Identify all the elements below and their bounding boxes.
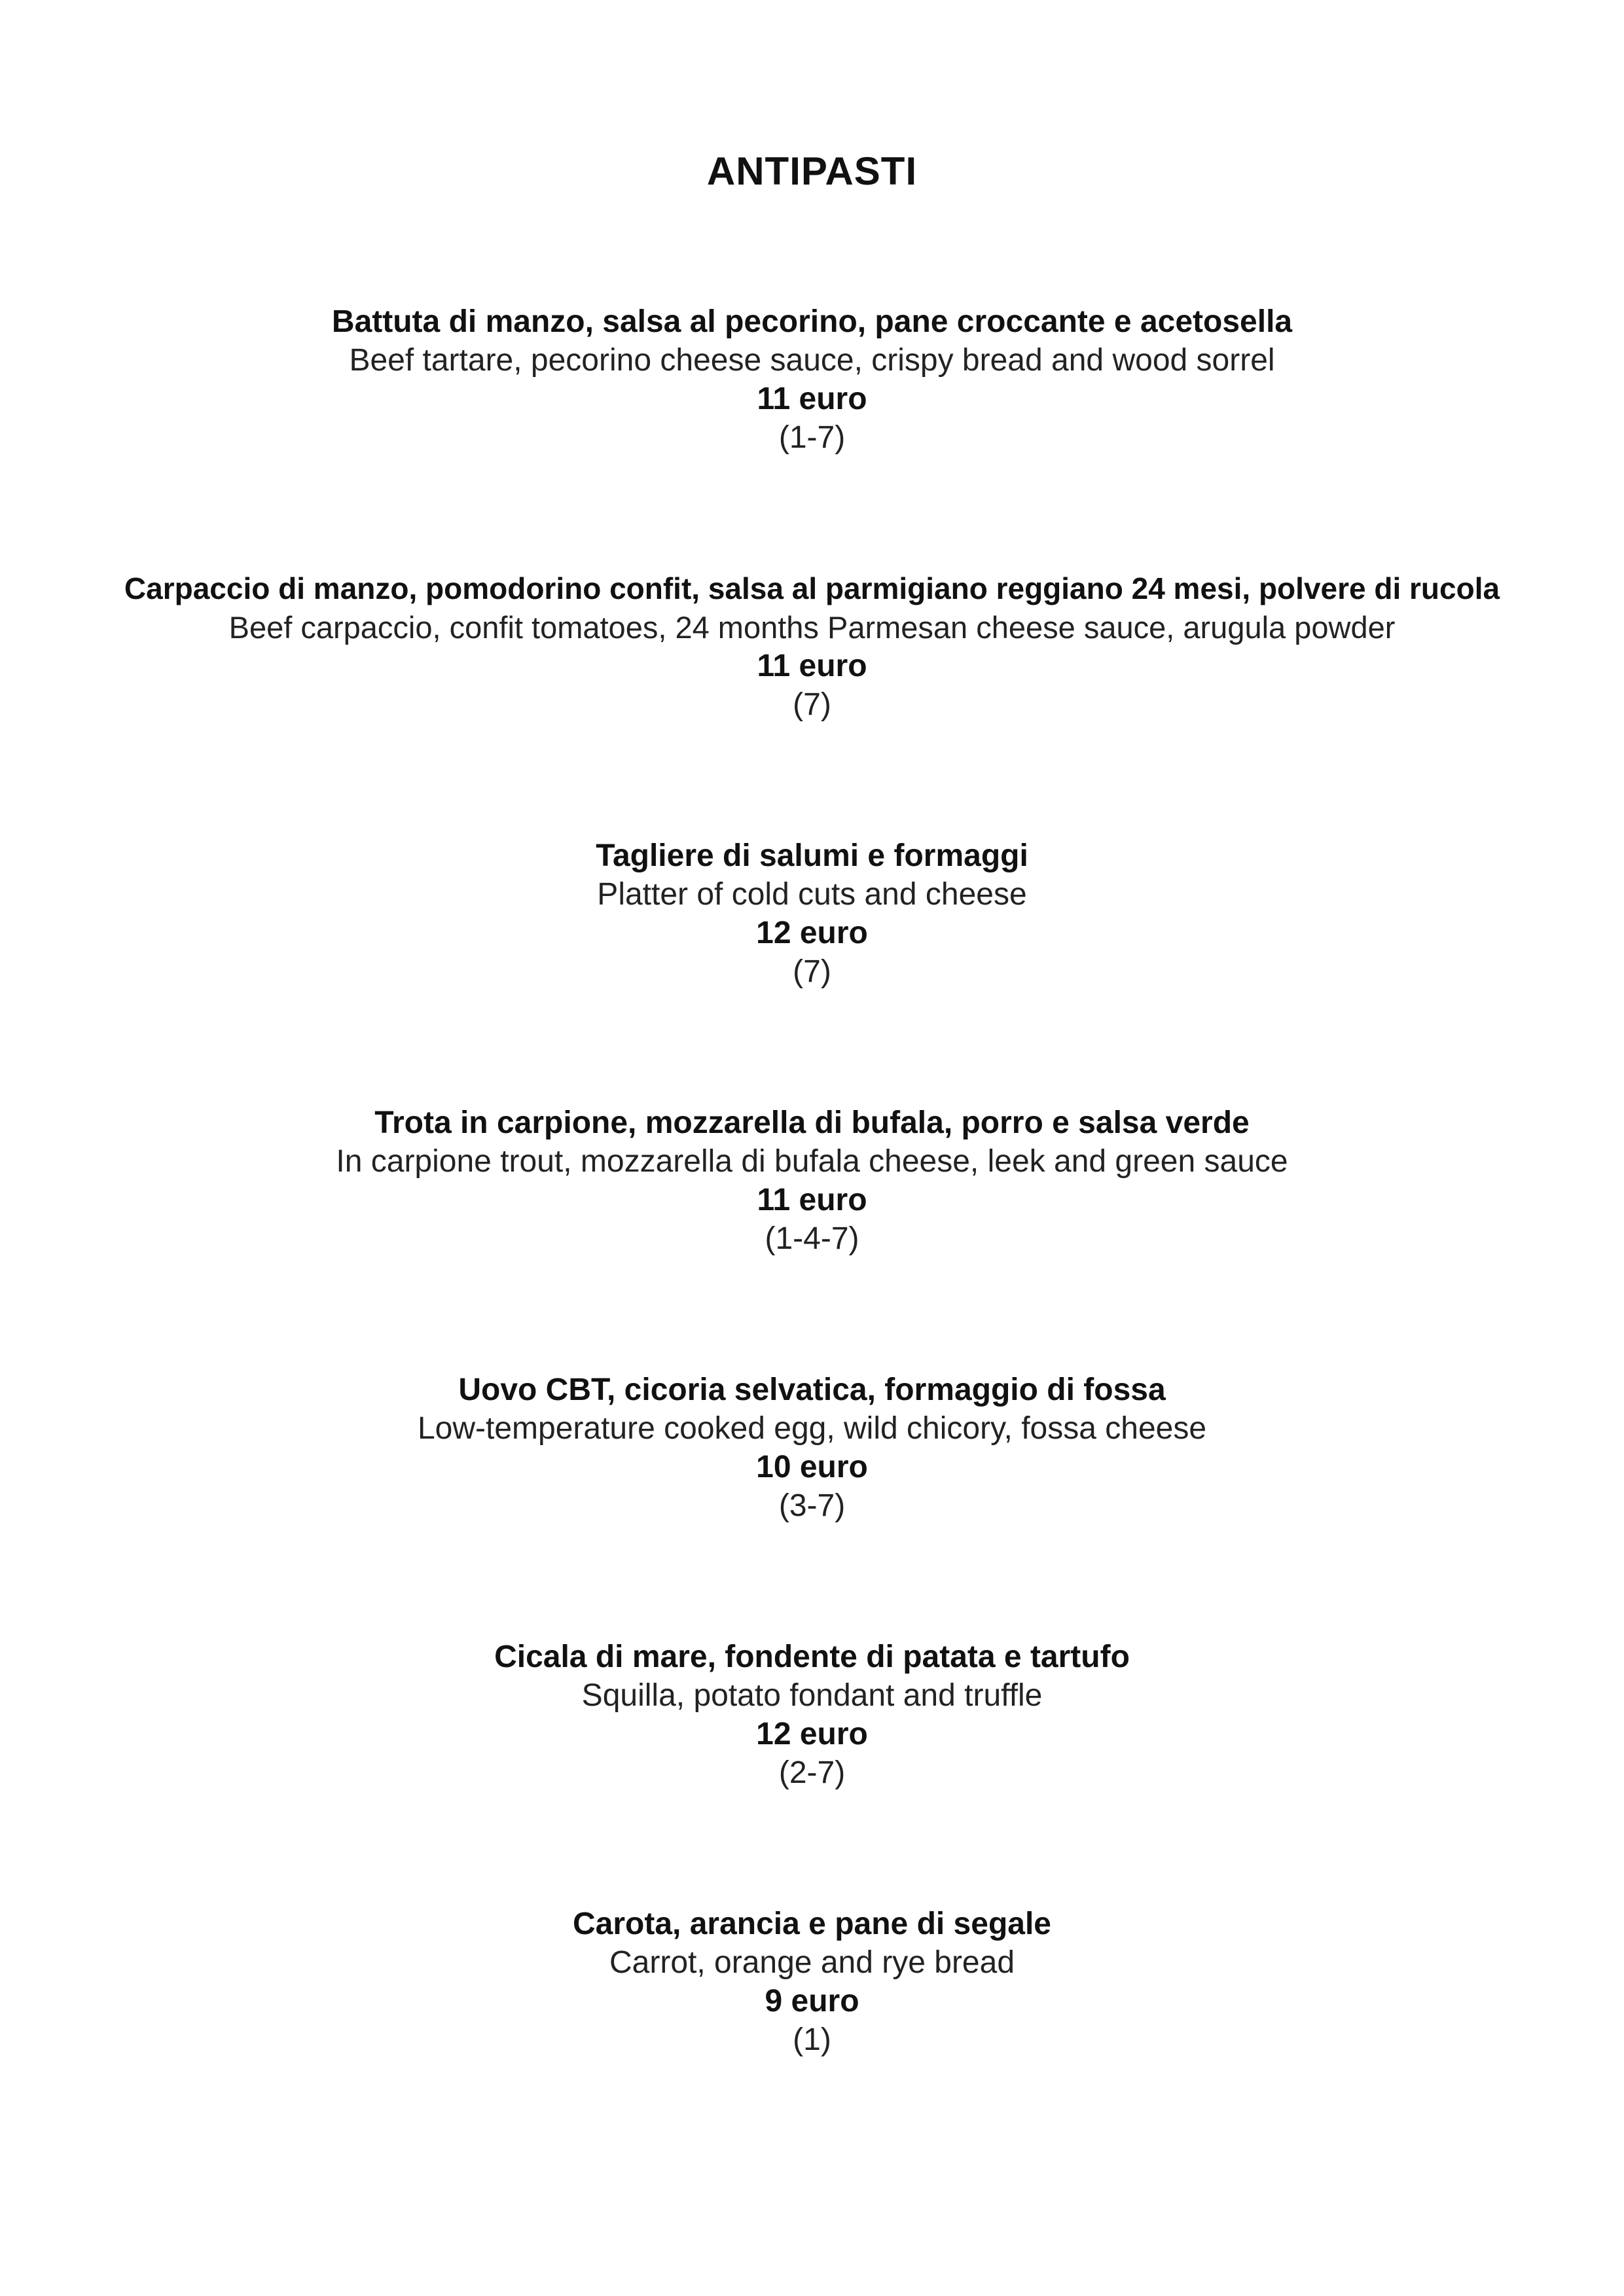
menu-item-allergens: (2-7) [778, 1755, 846, 1790]
menu-item [0, 836, 1624, 991]
menu-item-description: Squilla, potato fondant and truffle [581, 1678, 1043, 1713]
menu-item-price: 10 euro [756, 1450, 868, 1484]
menu-item-allergens: (1-4-7) [765, 1221, 859, 1256]
menu-item-description: Low-temperature cooked egg, wild chicory, fossa cheese [417, 1411, 1207, 1446]
menu-item-price: 11 euro [757, 382, 867, 416]
menu-item [0, 1638, 1624, 1792]
menu-item-description: Beef carpaccio, confit tomatoes, 24 months Parmesan cheese sauce, arugula powder [228, 610, 1396, 645]
menu-item [0, 1905, 1624, 2059]
menu-item [0, 1103, 1624, 1258]
menu-item-name: Carota, arancia e pane di segale [573, 1907, 1051, 1941]
menu-item-allergens: (3-7) [778, 1488, 846, 1523]
menu-item-description: Platter of cold cuts and cheese [597, 877, 1027, 912]
menu-item-allergens: (1-7) [778, 420, 846, 455]
menu-items-list [0, 302, 1624, 2172]
section-title: ANTIPASTI [706, 149, 918, 193]
menu-item-name: Carpaccio di manzo, pomodorino confit, salsa al parmigiano reggiano 24 mesi, polvere di rucola [124, 571, 1500, 605]
menu-item-allergens: (7) [793, 954, 831, 989]
menu-item-price: 12 euro [756, 916, 868, 950]
menu-item-description: Beef tartare, pecorino cheese sauce, crispy bread and wood sorrel [349, 343, 1275, 378]
menu-item [0, 302, 1624, 457]
menu-item-name: Trota in carpione, mozzarella di bufala, porro e salsa verde [374, 1105, 1250, 1140]
menu-item-description: Carrot, orange and rye bread [609, 1945, 1015, 1980]
menu-item-description: In carpione trout, mozzarella di bufala cheese, leek and green sauce [336, 1144, 1288, 1179]
menu-item-name: Battuta di manzo, salsa al pecorino, pane croccante e acetosella [331, 304, 1293, 339]
menu-item [0, 569, 1624, 724]
menu-item-allergens: (7) [793, 687, 831, 722]
menu-item-allergens: (1) [793, 2022, 831, 2057]
menu-item-name: Tagliere di salumi e formaggi [596, 838, 1028, 873]
menu-item [0, 1371, 1624, 1525]
menu-item-price: 12 euro [756, 1717, 868, 1751]
menu-item-name: Cicala di mare, fondente di patata e tartufo [494, 1640, 1130, 1674]
menu-item-name: Uovo CBT, cicoria selvatica, formaggio di fossa [458, 1372, 1166, 1407]
menu-item-price: 9 euro [765, 1984, 859, 2018]
menu-item-price: 11 euro [757, 1183, 867, 1217]
menu-item-price: 11 euro [757, 649, 867, 683]
